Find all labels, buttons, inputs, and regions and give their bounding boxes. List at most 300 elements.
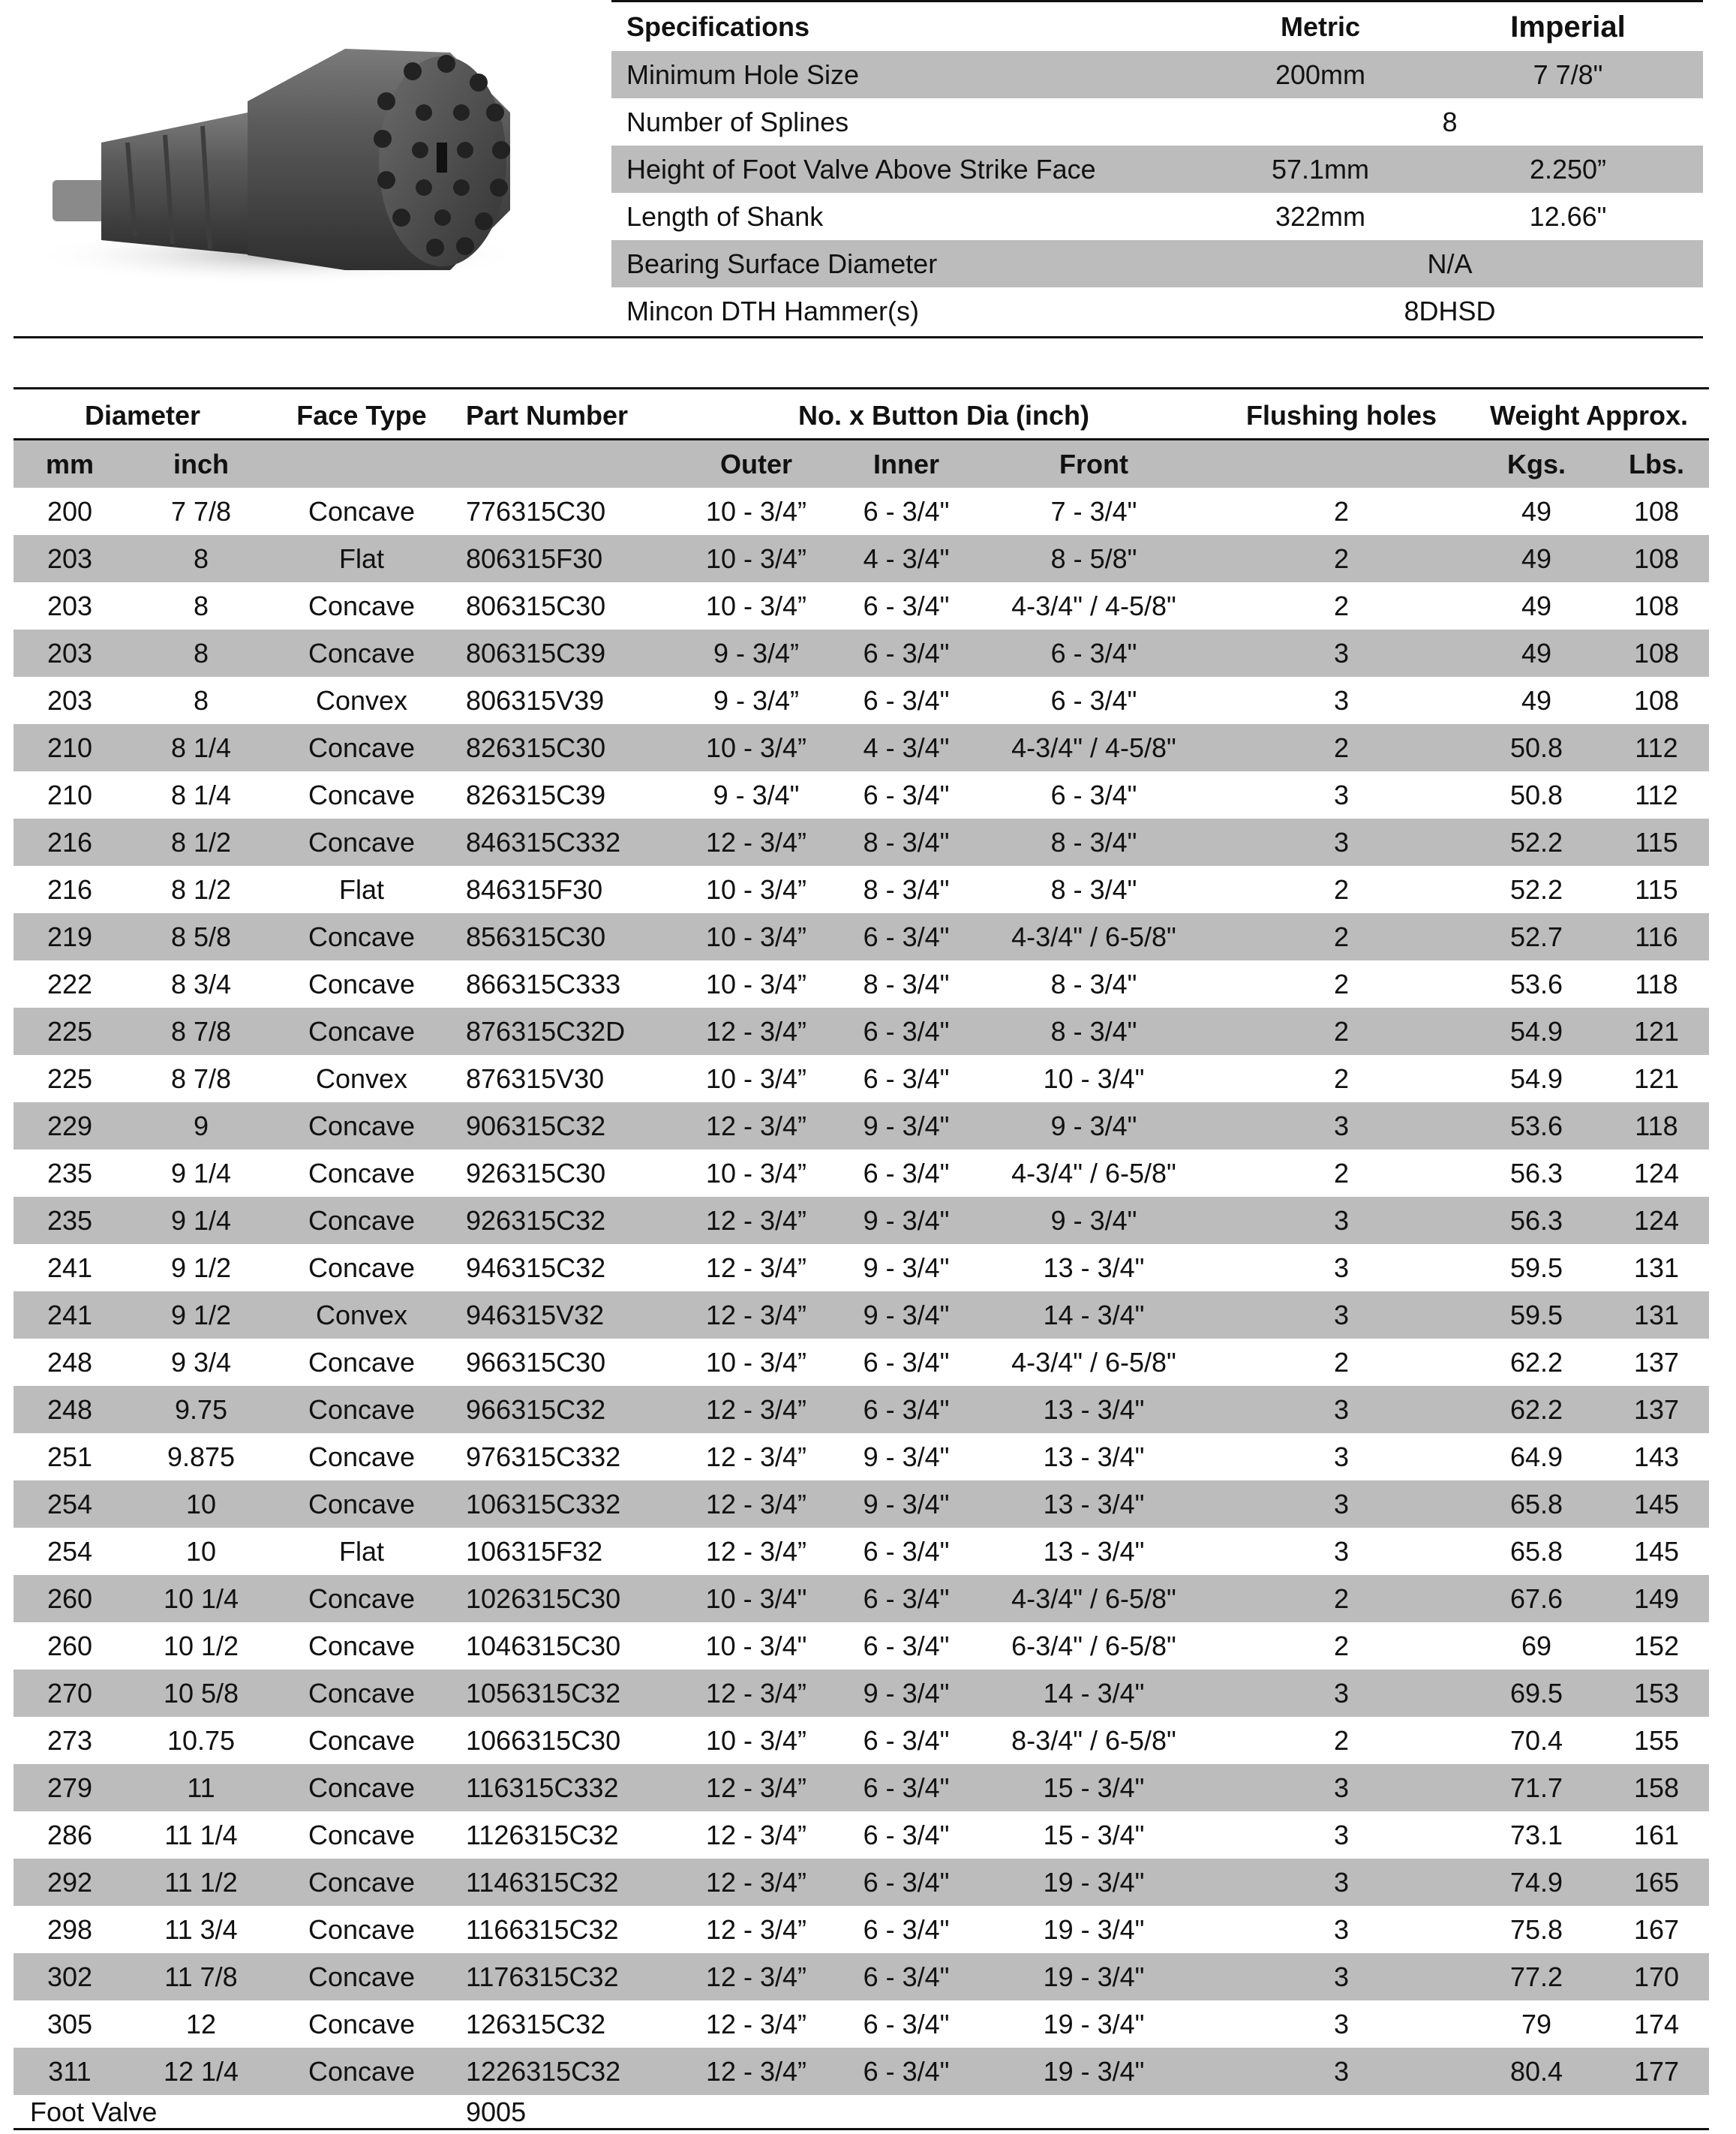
cell-kgs: 59.5	[1509, 1252, 1563, 1283]
cell-flushing: 2	[1333, 732, 1350, 763]
cell-inch: 9 1/4	[170, 1204, 232, 1236]
cell-flushing: 3	[1333, 779, 1350, 810]
cell-flushing: 2	[1333, 1157, 1350, 1189]
cell-kgs: 49	[1521, 684, 1552, 716]
spec-metric: 322mm	[1275, 200, 1366, 232]
cell-outer: 10 - 3/4”	[705, 495, 807, 527]
cell-part-number: 876315V30	[466, 1062, 605, 1094]
cell-flushing: 3	[1333, 2055, 1350, 2087]
cell-lbs: 108	[1633, 495, 1680, 527]
cell-outer: 12 - 3/4”	[705, 1819, 807, 1850]
cell-lbs: 131	[1633, 1299, 1680, 1330]
cell-mm: 286	[47, 1819, 93, 1850]
cell-lbs: 124	[1633, 1157, 1680, 1189]
cell-inch: 8 7/8	[170, 1015, 232, 1047]
cell-kgs: 52.2	[1509, 873, 1563, 905]
cell-part-number: 906315C32	[466, 1110, 606, 1141]
table-row	[14, 724, 1709, 771]
cell-kgs: 64.9	[1509, 1441, 1563, 1472]
cell-front: 6 - 3/4"	[1050, 684, 1137, 716]
table-row	[14, 582, 1709, 630]
cell-face-type: Concave	[308, 1866, 416, 1898]
cell-front: 4-3/4" / 6-5/8"	[1011, 1346, 1176, 1378]
cell-kgs: 67.6	[1509, 1582, 1563, 1614]
cell-flushing: 3	[1333, 826, 1350, 858]
cell-outer: 12 - 3/4”	[705, 1677, 807, 1709]
cell-mm: 203	[47, 684, 93, 716]
cell-front: 6 - 3/4"	[1050, 637, 1137, 669]
cell-lbs: 121	[1633, 1015, 1680, 1047]
cell-inner: 6 - 3/4"	[863, 684, 950, 716]
cell-face-type: Concave	[308, 1488, 416, 1519]
cell-flushing: 2	[1333, 1062, 1350, 1094]
cell-mm: 270	[47, 1677, 93, 1709]
cell-face-type: Flat	[338, 873, 384, 905]
cell-mm: 241	[47, 1252, 93, 1283]
cell-outer: 12 - 3/4”	[705, 1252, 807, 1283]
cell-inner: 6 - 3/4"	[863, 1630, 950, 1661]
cell-inner: 6 - 3/4"	[863, 1393, 950, 1425]
cell-lbs: 131	[1633, 1252, 1680, 1283]
table-row	[14, 1480, 1709, 1528]
cell-lbs: 108	[1633, 637, 1680, 669]
cell-mm: 219	[47, 921, 93, 952]
cell-front: 14 - 3/4"	[1043, 1677, 1145, 1709]
cell-outer: 10 - 3/4”	[705, 921, 807, 952]
cell-part-number: 946315V32	[466, 1299, 605, 1330]
cell-inner: 9 - 3/4"	[863, 1252, 950, 1283]
spec-label: Length of Shank	[626, 200, 824, 232]
cell-flushing: 2	[1333, 1630, 1350, 1661]
cell-face-type: Concave	[308, 1441, 416, 1472]
cell-kgs: 69.5	[1509, 1677, 1563, 1709]
cell-mm: 225	[47, 1062, 93, 1094]
spec-metric: 200mm	[1275, 59, 1366, 90]
cell-kgs: 65.8	[1509, 1535, 1563, 1567]
cell-outer: 10 - 3/4”	[705, 873, 807, 905]
cell-part-number: 946315C32	[466, 1252, 606, 1283]
cell-front: 9 - 3/4"	[1050, 1204, 1137, 1236]
cell-inner: 6 - 3/4"	[863, 1535, 950, 1567]
table-row	[14, 677, 1709, 724]
spec-label: Number of Splines	[626, 106, 849, 137]
cell-mm: 241	[47, 1299, 93, 1330]
cell-kgs: 65.8	[1509, 1488, 1563, 1519]
cell-part-number: 1126315C32	[466, 1819, 619, 1850]
table-row	[14, 1433, 1709, 1480]
cell-lbs: 174	[1633, 2008, 1680, 2039]
cell-mm: 279	[47, 1772, 93, 1803]
cell-flushing: 3	[1333, 1252, 1350, 1283]
cell-flushing: 3	[1333, 1772, 1350, 1803]
cell-inch: 10 1/2	[163, 1630, 239, 1661]
cell-kgs: 62.2	[1509, 1393, 1563, 1425]
spec-metric: 57.1mm	[1271, 153, 1370, 185]
cell-inch: 8	[193, 543, 209, 574]
table-top-rule	[14, 387, 1709, 389]
cell-inner: 9 - 3/4"	[863, 1299, 950, 1330]
cell-flushing: 3	[1333, 1110, 1350, 1141]
cell-flushing: 3	[1333, 1819, 1350, 1850]
cell-lbs: 155	[1633, 1724, 1680, 1756]
cell-kgs: 49	[1521, 543, 1552, 574]
cell-mm: 216	[47, 873, 93, 905]
cell-face-type: Concave	[308, 1015, 416, 1047]
table-row	[14, 1102, 1709, 1150]
cell-mm: 298	[47, 1913, 93, 1945]
foot-valve-row	[14, 2097, 1709, 2127]
cell-part-number: 806315V39	[466, 684, 605, 716]
cell-inner: 6 - 3/4"	[863, 1582, 950, 1614]
cell-kgs: 56.3	[1509, 1204, 1563, 1236]
cell-flushing: 3	[1333, 1535, 1350, 1567]
cell-mm: 210	[47, 779, 93, 810]
table-row	[14, 1859, 1709, 1906]
cell-mm: 248	[47, 1346, 93, 1378]
spec-top-rule	[611, 0, 1703, 2]
cell-inch: 8 1/4	[170, 779, 232, 810]
spec-row	[611, 287, 1703, 335]
table-row	[14, 1291, 1709, 1339]
cell-inch: 8 1/4	[170, 732, 232, 763]
cell-inner: 9 - 3/4"	[863, 1110, 950, 1141]
cell-face-type: Concave	[308, 1252, 416, 1283]
cell-face-type: Convex	[315, 1062, 408, 1094]
col-header-inner: Inner	[873, 448, 939, 479]
spec-row	[611, 240, 1703, 287]
cell-flushing: 2	[1333, 873, 1350, 905]
table-row	[14, 866, 1709, 913]
cell-kgs: 49	[1521, 495, 1552, 527]
cell-face-type: Concave	[308, 637, 416, 669]
cell-front: 13 - 3/4"	[1043, 1488, 1145, 1519]
spec-bottom-rule	[14, 336, 1703, 338]
cell-face-type: Concave	[308, 1346, 416, 1378]
cell-flushing: 2	[1333, 1582, 1350, 1614]
cell-inner: 6 - 3/4"	[863, 1724, 950, 1756]
cell-inner: 9 - 3/4"	[863, 1204, 950, 1236]
cell-front: 13 - 3/4"	[1043, 1393, 1145, 1425]
cell-outer: 12 - 3/4”	[705, 1441, 807, 1472]
spec-row	[611, 193, 1703, 240]
cell-kgs: 52.2	[1509, 826, 1563, 858]
cell-part-number: 1046315C30	[466, 1630, 621, 1661]
spec-combined-value: 8	[1442, 106, 1458, 137]
cell-inner: 6 - 3/4"	[863, 1961, 950, 1992]
cell-outer: 10 - 3/4”	[705, 732, 807, 763]
cell-front: 4-3/4" / 4-5/8"	[1011, 590, 1176, 621]
cell-inner: 4 - 3/4"	[863, 543, 950, 574]
cell-face-type: Concave	[308, 2055, 416, 2087]
spec-combined-value: 8DHSD	[1404, 295, 1496, 326]
cell-front: 7 - 3/4"	[1050, 495, 1137, 527]
cell-mm: 229	[47, 1110, 93, 1141]
cell-face-type: Concave	[308, 1961, 416, 1992]
cell-part-number: 966315C30	[466, 1346, 606, 1378]
foot-valve-part-number: 9005	[466, 2096, 527, 2127]
table-row	[14, 1953, 1709, 2000]
cell-part-number: 976315C332	[466, 1441, 621, 1472]
cell-lbs: 177	[1633, 2055, 1680, 2087]
cell-part-number: 116315C332	[466, 1772, 619, 1803]
table-row	[14, 1811, 1709, 1859]
cell-face-type: Concave	[308, 1204, 416, 1236]
cell-part-number: 826315C39	[466, 779, 606, 810]
cell-mm: 311	[48, 2055, 92, 2087]
cell-inner: 6 - 3/4"	[863, 495, 950, 527]
cell-inch: 9.75	[174, 1393, 228, 1425]
cell-flushing: 2	[1333, 543, 1350, 574]
cell-front: 9 - 3/4"	[1050, 1110, 1137, 1141]
cell-outer: 10 - 3/4”	[705, 590, 807, 621]
spec-imperial: 2.250”	[1529, 153, 1607, 185]
cell-front: 19 - 3/4"	[1043, 1866, 1145, 1898]
cell-inner: 6 - 3/4"	[863, 1346, 950, 1378]
spec-row	[611, 51, 1703, 98]
spec-row	[611, 146, 1703, 193]
table-row	[14, 771, 1709, 819]
cell-inch: 8	[193, 637, 209, 669]
table-row	[14, 819, 1709, 866]
cell-part-number: 776315C30	[466, 495, 606, 527]
cell-kgs: 73.1	[1509, 1819, 1563, 1850]
cell-inner: 6 - 3/4"	[863, 1772, 950, 1803]
cell-face-type: Concave	[308, 1393, 416, 1425]
cell-lbs: 145	[1633, 1488, 1680, 1519]
cell-inner: 8 - 3/4"	[863, 873, 950, 905]
cell-face-type: Flat	[338, 1535, 384, 1567]
cell-mm: 302	[47, 1961, 93, 1992]
cell-front: 8 - 3/4"	[1050, 1015, 1137, 1047]
cell-front: 19 - 3/4"	[1043, 1913, 1145, 1945]
cell-outer: 12 - 3/4”	[705, 1913, 807, 1945]
col-header-flushing: Flushing holes	[1245, 399, 1437, 431]
cell-outer: 10 - 3/4"	[705, 1630, 807, 1661]
cell-face-type: Concave	[308, 1110, 416, 1141]
cell-inch: 12 1/4	[163, 2055, 239, 2087]
cell-kgs: 80.4	[1509, 2055, 1563, 2087]
cell-inner: 6 - 3/4"	[863, 1866, 950, 1898]
cell-part-number: 1226315C32	[466, 2055, 621, 2087]
table-row	[14, 1008, 1709, 1055]
cell-outer: 10 - 3/4”	[705, 1724, 807, 1756]
cell-mm: 248	[47, 1393, 93, 1425]
cell-face-type: Concave	[308, 779, 416, 810]
cell-flushing: 3	[1333, 1488, 1350, 1519]
cell-flushing: 3	[1333, 1866, 1350, 1898]
cell-kgs: 53.6	[1509, 1110, 1563, 1141]
cell-face-type: Concave	[308, 495, 416, 527]
cell-lbs: 167	[1633, 1913, 1680, 1945]
spec-label: Height of Foot Valve Above Strike Face	[626, 153, 1096, 185]
cell-inch: 8 1/2	[170, 873, 232, 905]
cell-outer: 10 - 3/4"	[705, 1582, 807, 1614]
cell-inner: 9 - 3/4"	[863, 1677, 950, 1709]
cell-front: 4-3/4" / 4-5/8"	[1011, 732, 1176, 763]
cell-kgs: 49	[1521, 637, 1552, 669]
cell-lbs: 112	[1635, 732, 1678, 763]
cell-inner: 8 - 3/4"	[863, 968, 950, 999]
cell-outer: 10 - 3/4”	[705, 1062, 807, 1094]
cell-inner: 6 - 3/4"	[863, 1015, 950, 1047]
cell-flushing: 3	[1333, 1299, 1350, 1330]
cell-part-number: 806315F30	[466, 543, 603, 574]
cell-kgs: 77.2	[1509, 1961, 1563, 1992]
cell-mm: 251	[47, 1441, 93, 1472]
cell-inner: 9 - 3/4"	[863, 1488, 950, 1519]
spec-header-label: Specifications	[626, 11, 810, 42]
cell-mm: 254	[47, 1488, 93, 1519]
cell-kgs: 54.9	[1509, 1015, 1563, 1047]
table-header-row-1	[14, 392, 1709, 439]
spec-row	[611, 98, 1703, 146]
cell-face-type: Concave	[308, 1913, 416, 1945]
cell-flushing: 3	[1333, 1441, 1350, 1472]
cell-part-number: 926315C32	[466, 1204, 606, 1236]
spec-header-imperial: Imperial	[1510, 10, 1626, 44]
cell-front: 4-3/4" / 6-5/8"	[1011, 1582, 1176, 1614]
cell-outer: 12 - 3/4”	[705, 1110, 807, 1141]
table-row	[14, 1244, 1709, 1291]
cell-lbs: 118	[1635, 968, 1678, 999]
cell-part-number: 826315C30	[466, 732, 606, 763]
cell-mm: 225	[47, 1015, 93, 1047]
cell-kgs: 75.8	[1509, 1913, 1563, 1945]
cell-kgs: 71.7	[1509, 1772, 1563, 1803]
cell-mm: 203	[47, 637, 93, 669]
cell-outer: 10 - 3/4”	[705, 1346, 807, 1378]
cell-lbs: 108	[1633, 543, 1680, 574]
cell-part-number: 1056315C32	[466, 1677, 621, 1709]
cell-mm: 292	[47, 1866, 93, 1898]
cell-flushing: 3	[1333, 637, 1350, 669]
col-header-outer: Outer	[719, 448, 792, 479]
cell-face-type: Concave	[308, 1772, 416, 1803]
col-header-mm: mm	[45, 448, 95, 479]
table-row	[14, 2048, 1709, 2095]
cell-part-number: 1066315C30	[466, 1724, 621, 1756]
cell-front: 19 - 3/4"	[1043, 1961, 1145, 1992]
col-header-part-number: Part Number	[466, 399, 629, 431]
col-header-front: Front	[1059, 448, 1128, 479]
cell-front: 6 - 3/4"	[1050, 779, 1137, 810]
cell-inner: 6 - 3/4"	[863, 637, 950, 669]
table-row	[14, 960, 1709, 1008]
cell-mm: 200	[47, 495, 93, 527]
cell-front: 4-3/4" / 6-5/8"	[1011, 921, 1176, 952]
table-row	[14, 535, 1709, 582]
cell-inch: 8	[193, 684, 209, 716]
spec-imperial: 12.66"	[1529, 200, 1607, 232]
table-row	[14, 1622, 1709, 1670]
cell-inch: 8 1/2	[170, 826, 232, 858]
cell-kgs: 50.8	[1509, 779, 1563, 810]
cell-flushing: 2	[1333, 1346, 1350, 1378]
table-row	[14, 1339, 1709, 1386]
cell-inner: 8 - 3/4"	[863, 826, 950, 858]
cell-kgs: 53.6	[1509, 968, 1563, 999]
cell-part-number: 806315C39	[466, 637, 606, 669]
cell-flushing: 3	[1333, 1913, 1350, 1945]
cell-inch: 8	[193, 590, 209, 621]
cell-kgs: 49	[1521, 590, 1552, 621]
cell-flushing: 3	[1333, 684, 1350, 716]
cell-outer: 12 - 3/4”	[705, 1204, 807, 1236]
cell-kgs: 70.4	[1509, 1724, 1563, 1756]
cell-kgs: 59.5	[1509, 1299, 1563, 1330]
cell-front: 8 - 3/4"	[1050, 826, 1137, 858]
cell-part-number: 876315C32D	[466, 1015, 626, 1047]
cell-inch: 9 3/4	[170, 1346, 232, 1378]
cell-mm: 203	[47, 590, 93, 621]
cell-mm: 305	[47, 2008, 93, 2039]
cell-kgs: 52.7	[1509, 921, 1563, 952]
cell-outer: 12 - 3/4”	[705, 2055, 807, 2087]
cell-front: 4-3/4" / 6-5/8"	[1011, 1157, 1176, 1189]
cell-inch: 9 1/2	[170, 1252, 232, 1283]
cell-face-type: Concave	[308, 1630, 416, 1661]
foot-valve-label: Foot Valve	[30, 2096, 158, 2127]
cell-part-number: 126315C32	[466, 2008, 606, 2039]
cell-inner: 6 - 3/4"	[863, 1819, 950, 1850]
cell-mm: 203	[47, 543, 93, 574]
table-header-row-2	[14, 440, 1709, 488]
cell-face-type: Concave	[308, 2008, 416, 2039]
cell-front: 10 - 3/4"	[1043, 1062, 1145, 1094]
cell-inch: 9	[193, 1110, 209, 1141]
cell-part-number: 1166315C32	[466, 1913, 619, 1945]
cell-inch: 9 1/2	[170, 1299, 232, 1330]
col-header-diameter: Diameter	[84, 399, 201, 431]
spec-header-row	[611, 5, 1703, 50]
cell-lbs: 137	[1633, 1346, 1680, 1378]
cell-outer: 12 - 3/4”	[705, 1393, 807, 1425]
cell-inner: 9 - 3/4"	[863, 1441, 950, 1472]
table-row	[14, 1906, 1709, 1953]
cell-flushing: 3	[1333, 2008, 1350, 2039]
cell-inch: 8 7/8	[170, 1062, 232, 1094]
cell-outer: 12 - 3/4”	[705, 2008, 807, 2039]
cell-lbs: 153	[1633, 1677, 1680, 1709]
cell-lbs: 145	[1633, 1535, 1680, 1567]
cell-inner: 6 - 3/4"	[863, 1157, 950, 1189]
cell-face-type: Concave	[308, 968, 416, 999]
cell-inch: 10	[185, 1488, 217, 1519]
cell-part-number: 106315F32	[466, 1535, 603, 1567]
cell-front: 14 - 3/4"	[1043, 1299, 1145, 1330]
col-header-face-type: Face Type	[296, 399, 427, 431]
cell-inner: 6 - 3/4"	[863, 921, 950, 952]
cell-mm: 260	[47, 1582, 93, 1614]
cell-front: 19 - 3/4"	[1043, 2055, 1145, 2087]
col-header-weight: Weight Approx.	[1490, 399, 1688, 431]
table-row	[14, 1717, 1709, 1764]
cell-mm: 216	[47, 826, 93, 858]
cell-flushing: 2	[1333, 968, 1350, 999]
table-row	[14, 630, 1709, 677]
cell-part-number: 806315C30	[466, 590, 606, 621]
cell-inner: 6 - 3/4"	[863, 2008, 950, 2039]
cell-flushing: 3	[1333, 1393, 1350, 1425]
cell-outer: 12 - 3/4”	[705, 1299, 807, 1330]
cell-kgs: 54.9	[1509, 1062, 1563, 1094]
table-row	[14, 1528, 1709, 1575]
spec-header-metric: Metric	[1280, 11, 1361, 42]
cell-lbs: 112	[1635, 779, 1678, 810]
cell-mm: 235	[47, 1157, 93, 1189]
cell-flushing: 2	[1333, 921, 1350, 952]
col-header-kgs: Kgs.	[1506, 448, 1566, 479]
